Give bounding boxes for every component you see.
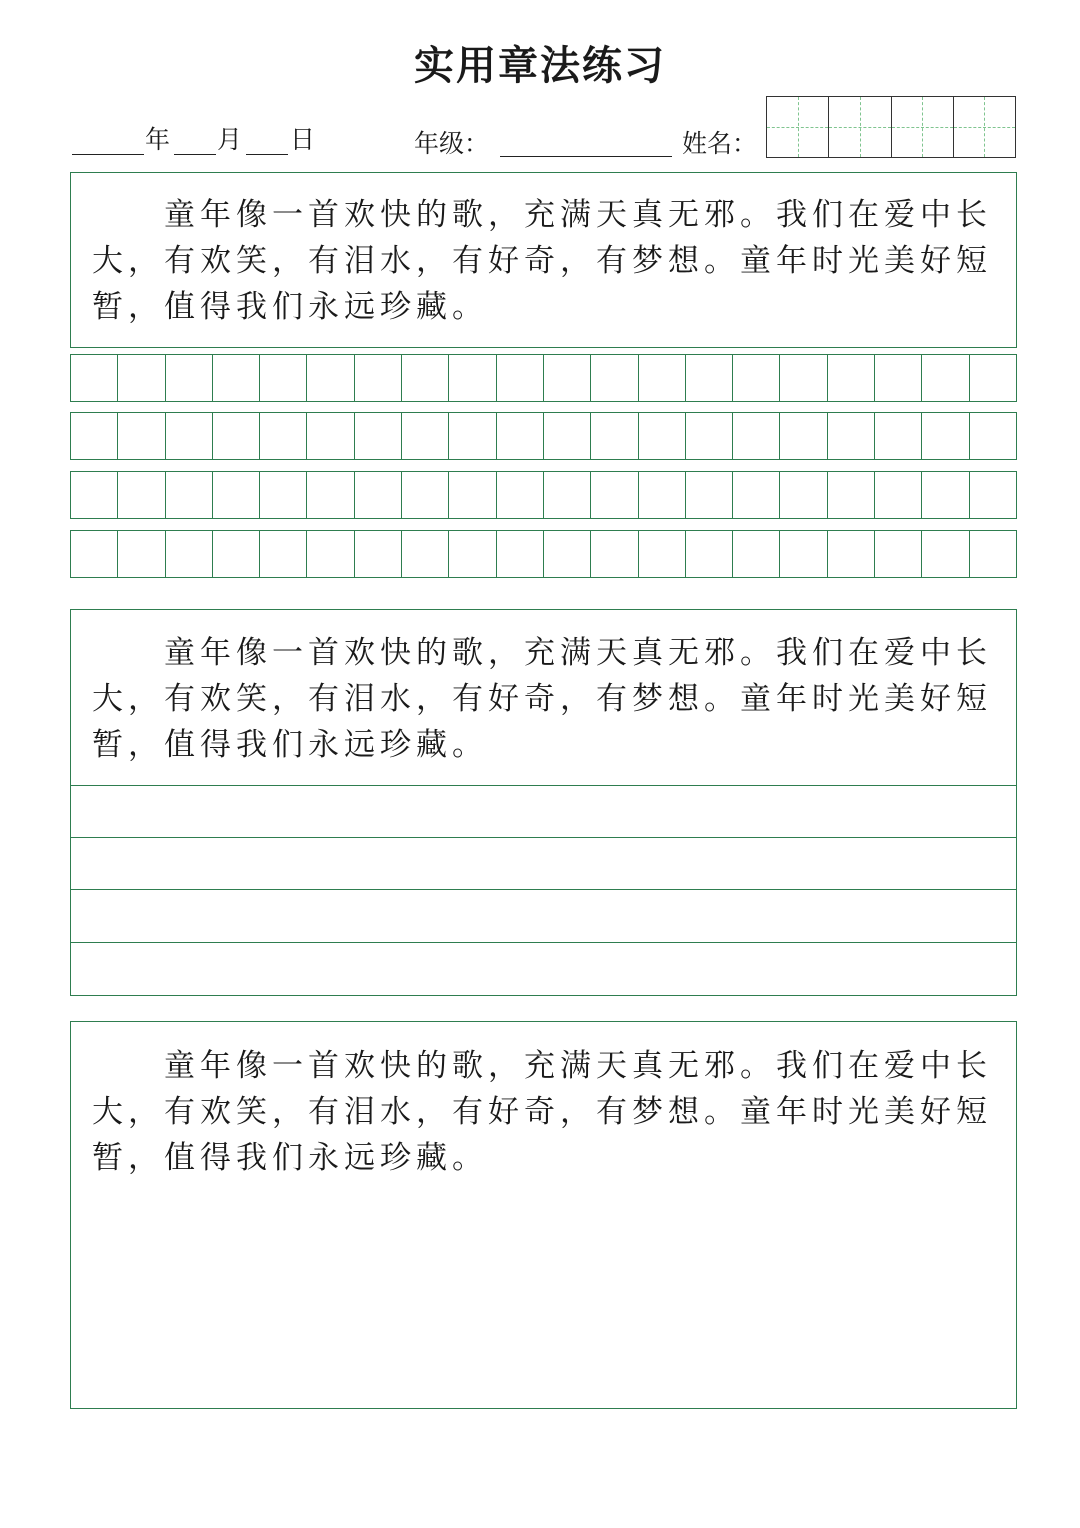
grid-cell[interactable]: [212, 413, 259, 459]
grid-cell[interactable]: [685, 355, 732, 401]
year-label: 年: [145, 125, 171, 154]
grid-cell[interactable]: [71, 472, 117, 518]
grid-cell[interactable]: [165, 413, 212, 459]
grid-cell[interactable]: [779, 531, 826, 577]
grade-label: 年级：: [414, 129, 490, 158]
grid-cell[interactable]: [638, 413, 685, 459]
grid-cell[interactable]: [732, 531, 779, 577]
grid-cell[interactable]: [921, 472, 968, 518]
grid-cell[interactable]: [827, 472, 874, 518]
grid-cell[interactable]: [448, 531, 495, 577]
grid-cell[interactable]: [874, 472, 921, 518]
grid-cell[interactable]: [827, 531, 874, 577]
grid-cell[interactable]: [685, 531, 732, 577]
grid-cell[interactable]: [590, 413, 637, 459]
model-passage-1: 童年像一首欢快的歌，充满天真无邪。我们在爱中长大，有欢笑，有泪水，有好奇，有梦想。童年时光美好短暂，值得我们永远珍藏。: [92, 197, 992, 325]
grid-cell[interactable]: [543, 472, 590, 518]
grid-cell[interactable]: [71, 531, 117, 577]
grid-cell[interactable]: [496, 531, 543, 577]
grid-cell[interactable]: [685, 472, 732, 518]
grid-cell[interactable]: [401, 355, 448, 401]
grid-cell[interactable]: [590, 472, 637, 518]
grid-cell[interactable]: [874, 531, 921, 577]
grid-cell[interactable]: [496, 472, 543, 518]
grid-cell[interactable]: [590, 355, 637, 401]
name-box[interactable]: [828, 97, 890, 157]
model-passage-2: 童年像一首欢快的歌，充满天真无邪。我们在爱中长大，有欢笑，有泪水，有好奇，有梦想。童年时光美好短暂，值得我们永远珍藏。: [92, 635, 992, 763]
grid-cell[interactable]: [354, 413, 401, 459]
grid-cell[interactable]: [212, 472, 259, 518]
grid-cell[interactable]: [543, 355, 590, 401]
grid-cell[interactable]: [354, 531, 401, 577]
grid-cell[interactable]: [117, 355, 164, 401]
grid-cell[interactable]: [969, 413, 1016, 459]
model-passage-3: 童年像一首欢快的歌，充满天真无邪。我们在爱中长大，有欢笑，有泪水，有好奇，有梦想。童年时光美好短暂，值得我们永远珍藏。: [92, 1048, 992, 1176]
grid-cell[interactable]: [259, 531, 306, 577]
grid-cell[interactable]: [117, 531, 164, 577]
grid-cell[interactable]: [732, 472, 779, 518]
grid-cell[interactable]: [638, 355, 685, 401]
grid-cell[interactable]: [306, 355, 353, 401]
page-title: 实用章法练习: [414, 43, 666, 89]
day-blank[interactable]: [246, 154, 288, 155]
worksheet-header: [0, 0, 1080, 170]
grid-cell[interactable]: [543, 413, 590, 459]
grid-cell[interactable]: [779, 472, 826, 518]
grid-cell[interactable]: [354, 472, 401, 518]
grid-cell[interactable]: [448, 413, 495, 459]
year-blank[interactable]: [72, 154, 144, 155]
name-writing-boxes[interactable]: [766, 96, 1016, 158]
grid-cell[interactable]: [496, 413, 543, 459]
grid-row-1: [70, 354, 1017, 402]
grid-cell[interactable]: [921, 413, 968, 459]
grid-cell[interactable]: [117, 413, 164, 459]
name-box[interactable]: [767, 97, 828, 157]
grid-cell[interactable]: [401, 413, 448, 459]
ruled-line: [70, 837, 1017, 838]
grid-cell[interactable]: [969, 472, 1016, 518]
grid-cell[interactable]: [638, 531, 685, 577]
grid-row-3: [70, 471, 1017, 519]
grid-cell[interactable]: [165, 472, 212, 518]
day-label: 日: [290, 125, 316, 154]
grade-blank[interactable]: [500, 156, 672, 157]
ruled-line: [70, 942, 1017, 943]
grid-cell[interactable]: [874, 355, 921, 401]
grid-row-2: [70, 412, 1017, 460]
grid-cell[interactable]: [732, 355, 779, 401]
grid-cell[interactable]: [165, 355, 212, 401]
ruled-line: [70, 785, 1017, 786]
grid-cell[interactable]: [874, 413, 921, 459]
month-label: 月: [217, 125, 243, 154]
grid-cell[interactable]: [401, 531, 448, 577]
grid-cell[interactable]: [165, 531, 212, 577]
grid-cell[interactable]: [827, 355, 874, 401]
grid-cell[interactable]: [259, 355, 306, 401]
grid-cell[interactable]: [71, 413, 117, 459]
ruled-line: [70, 889, 1017, 890]
grid-cell[interactable]: [259, 472, 306, 518]
grid-cell[interactable]: [354, 355, 401, 401]
grid-cell[interactable]: [685, 413, 732, 459]
grid-cell[interactable]: [448, 355, 495, 401]
month-blank[interactable]: [174, 154, 216, 155]
grid-cell[interactable]: [543, 531, 590, 577]
grid-cell[interactable]: [638, 472, 685, 518]
grid-cell[interactable]: [448, 472, 495, 518]
grid-cell[interactable]: [969, 531, 1016, 577]
grid-cell[interactable]: [779, 355, 826, 401]
grid-cell[interactable]: [590, 531, 637, 577]
grid-cell[interactable]: [71, 355, 117, 401]
grid-cell[interactable]: [212, 531, 259, 577]
grid-cell[interactable]: [259, 413, 306, 459]
free-writing-area[interactable]: [72, 1200, 1015, 1406]
grid-cell[interactable]: [779, 413, 826, 459]
grid-cell[interactable]: [401, 472, 448, 518]
name-box[interactable]: [891, 97, 953, 157]
grid-cell[interactable]: [732, 413, 779, 459]
name-label: 姓名：: [682, 129, 758, 158]
grid-cell[interactable]: [212, 355, 259, 401]
grid-cell[interactable]: [969, 355, 1016, 401]
grid-cell[interactable]: [921, 531, 968, 577]
name-box[interactable]: [953, 97, 1015, 157]
grid-cell[interactable]: [496, 355, 543, 401]
grid-cell[interactable]: [306, 472, 353, 518]
grid-cell[interactable]: [921, 355, 968, 401]
grid-cell[interactable]: [306, 413, 353, 459]
grid-cell[interactable]: [306, 531, 353, 577]
grid-cell[interactable]: [827, 413, 874, 459]
grid-cell[interactable]: [117, 472, 164, 518]
grid-row-4: [70, 530, 1017, 578]
